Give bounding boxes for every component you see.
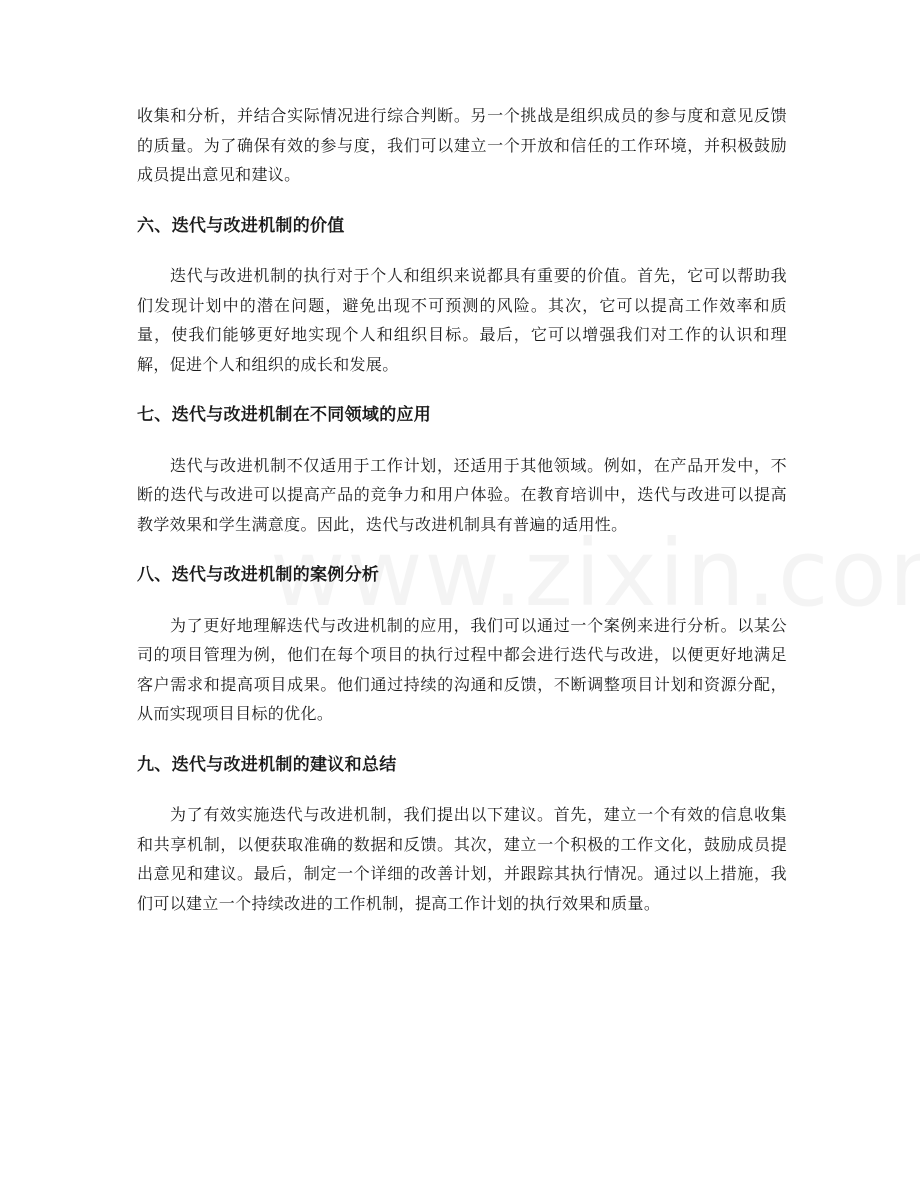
section-paragraph-8: 为了更好地理解迭代与改进机制的应用，我们可以通过一个案例来进行分析。以某公司的项目管理为例，他们在每个项目的执行过程中都会进行迭代与改进，以便更好地满足客户需求和提高项目成果。他们通过持续的沟通和反馈，不断调整项目计划和资源分配，从而实现项目目标的优化。: [137, 615, 787, 723]
section-heading-9: 九、迭代与改进机制的建议和总结: [137, 754, 397, 775]
section-paragraph-7: 迭代与改进机制不仅适用于工作计划，还适用于其他领域。例如，在产品开发中，不断的迭代与改进可以提高产品的竞争力和用户体验。在教育培训中，迭代与改进可以提高教学效果和学生满意度。因此，迭代与改进机制具有普遍的适用性。: [137, 455, 787, 534]
section-heading-8: 八、迭代与改进机制的案例分析: [137, 565, 380, 585]
section-heading-7: 七、迭代与改进机制在不同领域的应用: [137, 405, 432, 425]
section-heading-6: 六、迭代与改进机制的价值: [137, 215, 345, 236]
section-paragraph-6: 迭代与改进机制的执行对于个人和组织来说都具有重要的价值。首先，它可以帮助我们发现计划中的潜在问题，避免出现不可预测的风险。其次，它可以提高工作效率和质量，使我们能够更好地实现个人和组织目标。最后，它可以增强我们对工作的认识和理解，促进个人和组织的成长和发展。: [137, 266, 787, 374]
intro-paragraph: 收集和分析，并结合实际情况进行综合判断。另一个挑战是组织成员的参与度和意见反馈的质量。为了确保有效的参与度，我们可以建立一个开放和信任的工作环境，并积极鼓励成员提出意见和建议。: [137, 106, 787, 184]
document-body: [137, 101, 787, 918]
section-paragraph-9: 为了有效实施迭代与改进机制，我们提出以下建议。首先，建立一个有效的信息收集和共享机制，以便获取准确的数据和反馈。其次，建立一个积极的工作文化，鼓励成员提出意见和建议。最后，制定一个详细的改善计划，并跟踪其执行情况。通过以上措施，我们可以建立一个持续改进的工作机制，提高工作计划的执行效果和质量。: [137, 805, 787, 913]
